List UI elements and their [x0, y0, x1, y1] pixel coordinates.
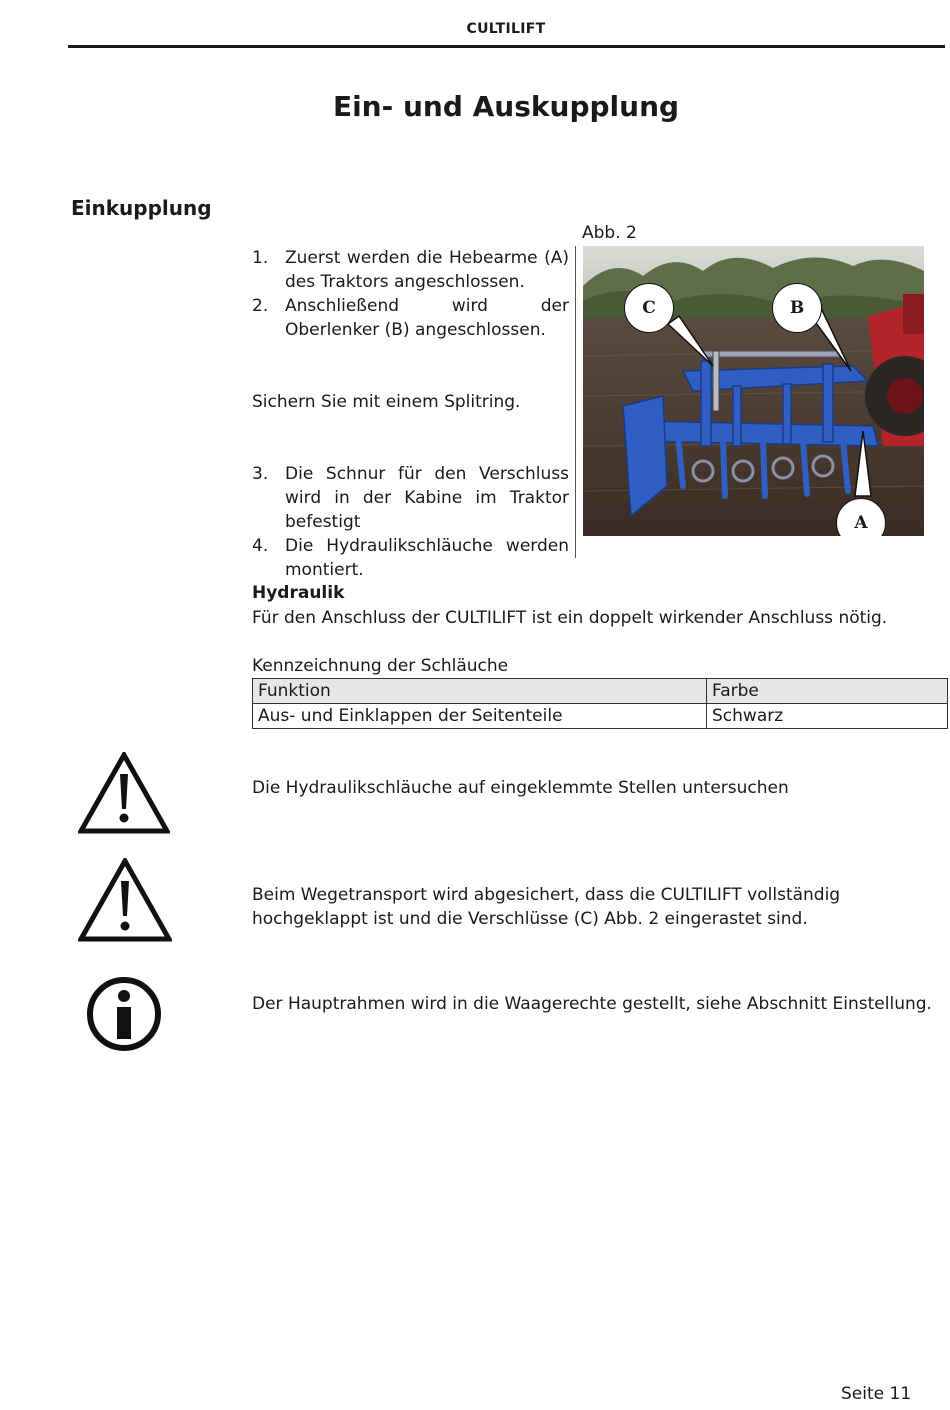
section-heading: Einkupplung: [71, 196, 212, 220]
hydraulics-text: Für den Anschluss der CULTILIFT ist ein doppelt wirkender Anschluss nötig.: [252, 608, 888, 628]
steps-list: [252, 246, 569, 342]
table-cell: Schwarz: [707, 704, 948, 729]
column-header: Farbe: [707, 679, 948, 704]
list-item: [252, 294, 569, 342]
list-item: [252, 534, 569, 582]
step-text: Anschließend wird der Oberlenker (B) angeschlossen.: [285, 296, 569, 340]
figure-caption: Abb. 2: [582, 223, 637, 243]
hydraulics-heading: Hydraulik: [252, 583, 345, 603]
notice-text: Der Hauptrahmen wird in die Waagerechte gestellt, siehe Abschnitt Einstellung.: [252, 994, 932, 1014]
callout-c: C: [624, 283, 674, 333]
table-cell: Aus- und Einklappen der Seitenteile: [253, 704, 707, 729]
notice-text: Die Hydraulikschläuche auf eingeklemmte Stellen untersuchen: [252, 778, 789, 798]
list-item: [252, 462, 569, 534]
steps-list: [252, 462, 569, 582]
callout-b: B: [772, 283, 822, 333]
header-rule: [68, 45, 945, 48]
info-icon: [86, 976, 162, 1056]
notice-text: Beim Wegetransport wird abgesichert, dass die CULTILIFT vollständig hochgeklappt ist und die Verschlüsse (C) Abb. 2 eingerastet sind.: [252, 885, 841, 929]
hose-table: [252, 678, 948, 729]
step-number: 4.: [252, 536, 269, 556]
page-title: Ein- und Auskupplung: [332, 90, 680, 123]
step-text: Die Schnur für den Verschluss wird in der Kabine im Traktor befestigt: [285, 464, 569, 532]
table-row: [253, 704, 948, 729]
list-item: [252, 246, 569, 294]
step-number: 2.: [252, 296, 269, 316]
step-text: Zuerst werden die Hebearme (A) des Traktors angeschlossen.: [285, 248, 569, 292]
warning-icon: [78, 858, 172, 946]
column-header: Funktion: [253, 679, 707, 704]
table-caption: Kennzeichnung der Schläuche: [252, 656, 509, 676]
callout-a: A: [836, 498, 886, 536]
warning-icon: [78, 752, 170, 838]
step-text: Die Hydraulikschläuche werden montiert.: [285, 536, 569, 580]
step-number: 1.: [252, 248, 269, 268]
table-header-row: [253, 679, 948, 704]
secure-note: Sichern Sie mit einem Splitring.: [252, 392, 521, 412]
header-title: CULTILIFT: [466, 21, 546, 37]
step-number: 3.: [252, 464, 269, 484]
page-number: Seite 11: [841, 1384, 912, 1404]
column-divider: [575, 246, 576, 558]
figure-photo: [583, 246, 924, 536]
